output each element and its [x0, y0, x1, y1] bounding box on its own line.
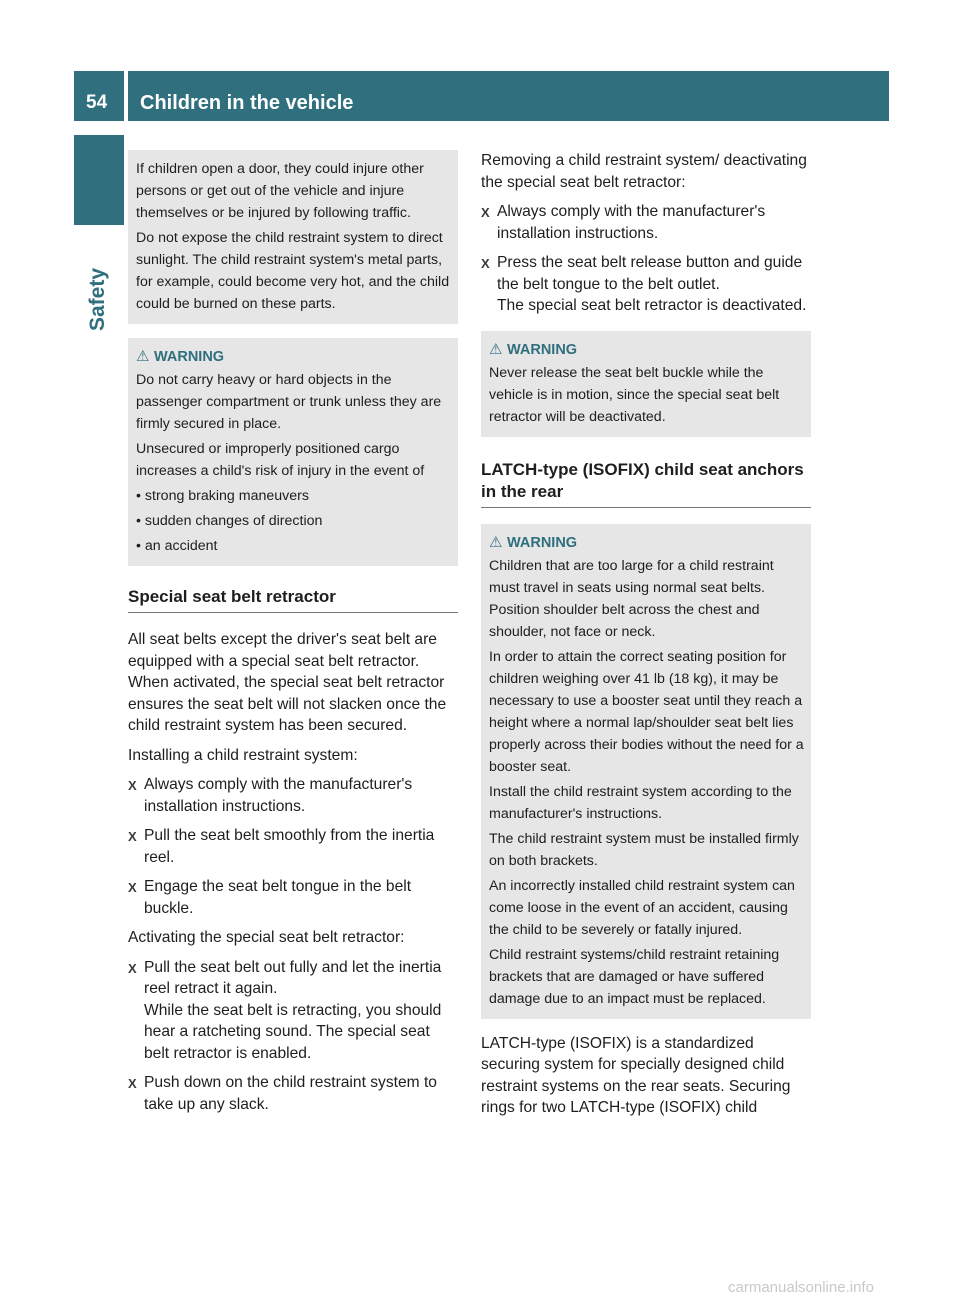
left-column [128, 150, 458, 1123]
closing-paragraph: LATCH-type (ISOFIX) is a standardized securing system for specially designed child restraint systems on the rear seats. Securing rings for two LATCH-type (ISOFIX) child [481, 1034, 791, 1116]
info-box [128, 150, 458, 324]
bullet-item: • an accident [136, 538, 218, 554]
instruction-step: X Press the seat belt release button and guide the belt tongue to the belt outlet. The special seat belt retractor is deactivated. [481, 254, 807, 314]
step-arrow-icon: X [481, 256, 490, 271]
warning-paragraph: In order to attain the correct seating position for children weighing over 41 lb (18 kg), it may be necessary to use a booster seat until they reach a height where a normal lap/shoulder seat belt lies properly across their bodies without the need for a booster seat. [489, 648, 804, 775]
warning-paragraph: Child restraint systems/child restraint retaining brackets that are damaged or have suffered damage due to an impact must be replaced. [489, 946, 780, 1007]
warning-paragraph: Do not carry heavy or hard objects in the passenger compartment or trunk unless they are firmly secured in place. [136, 372, 442, 432]
page-number: 54 [74, 71, 124, 121]
warning-heading: ⚠ WARNING [136, 346, 452, 368]
instruction-step: X Pull the seat belt out fully and let the inertia reel retract it again. While the seat belt is retracting, you should hear a ratcheting sound. The special seat belt retractor is enabled. [128, 958, 442, 1062]
warning-box [481, 331, 811, 437]
instruction-step: X Pull the seat belt smoothly from the inertia reel. [128, 827, 435, 866]
step-note: While the seat belt is retracting, you should hear a ratcheting sound. The special seat belt retractor is enabled. [144, 1001, 442, 1062]
step-arrow-icon: X [128, 960, 137, 976]
step-arrow-icon: X [128, 778, 137, 793]
instruction-step: X Push down on the child restraint system to take up any slack. [128, 1074, 437, 1113]
section-heading: LATCH-type (ISOFIX) child seat anchors in the rear [481, 459, 811, 508]
body-text [128, 629, 458, 766]
warning-paragraph: Install the child restraint system according to the manufacturer's instructions. [489, 783, 792, 822]
step-arrow-icon: X [128, 880, 137, 895]
instruction-step: X Always comply with the manufacturer's installation instructions. [481, 203, 766, 242]
bullet-item: • strong braking maneuvers [136, 488, 309, 504]
warning-box [128, 338, 458, 566]
bullet-item: • sudden changes of direction [136, 513, 323, 529]
watermark: carmanualsonline.info [728, 1279, 874, 1296]
right-column [481, 150, 811, 1127]
box-paragraph: If children open a door, they could injure other persons or get out of the vehicle and injure themselves or be injured by following traffic. [136, 161, 424, 221]
warning-paragraph: The child restraint system must be installed firmly on both brackets. [489, 830, 799, 869]
step-arrow-icon: X [481, 205, 490, 220]
intro-paragraph: All seat belts except the driver's seat belt are equipped with a special seat belt retractor. When activated, the special seat belt retractor ensures the seat belt will not slacken once the child restraint system has been secured. [128, 631, 447, 734]
warning-triangle-icon: ⚠ [136, 348, 150, 365]
warning-heading: ⚠ WARNING [489, 339, 805, 361]
instruction-step: X Engage the seat belt tongue in the belt buckle. [128, 878, 412, 917]
section-marker [74, 135, 124, 225]
box-paragraph: Do not expose the child restraint system to direct sunlight. The child restraint system's metal parts, for example, could become very hot, and the child could be burned on these parts. [136, 230, 450, 312]
warning-box [481, 524, 811, 1019]
instruction-step: X Always comply with the manufacturer's installation instructions. [128, 776, 413, 815]
warning-heading: ⚠ WARNING [489, 532, 805, 554]
warning-triangle-icon: ⚠ [489, 340, 503, 358]
installing-label: Installing a child restraint system: [128, 746, 358, 764]
warning-paragraph: Unsecured or improperly positioned cargo increases a child's risk of injury in the event of [136, 441, 425, 479]
warning-paragraph: An incorrectly installed child restraint system can come loose in the event of an accident, causing the child to be severely or fatally injured. [489, 877, 795, 938]
step-arrow-icon: X [128, 1076, 137, 1091]
step-note: The special seat belt retractor is deactivated. [497, 297, 807, 314]
section-label: Safety [86, 268, 109, 332]
step-arrow-icon: X [128, 829, 137, 844]
warning-paragraph: Children that are too large for a child restraint must travel in seats using normal seat belts. Position shoulder belt across the chest and shoulder, not face or neck. [489, 557, 774, 640]
warning-paragraph: Never release the seat belt buckle while the vehicle is in motion, since the special seat belt retractor will be deactivated. [489, 364, 780, 425]
removing-label: Removing a child restraint system/ deactivating the special seat belt retractor: [481, 152, 807, 191]
chapter-title: Children in the vehicle [128, 71, 889, 121]
activating-label: Activating the special seat belt retractor: [128, 929, 405, 946]
section-heading: Special seat belt retractor [128, 586, 458, 613]
warning-triangle-icon: ⚠ [489, 533, 503, 551]
